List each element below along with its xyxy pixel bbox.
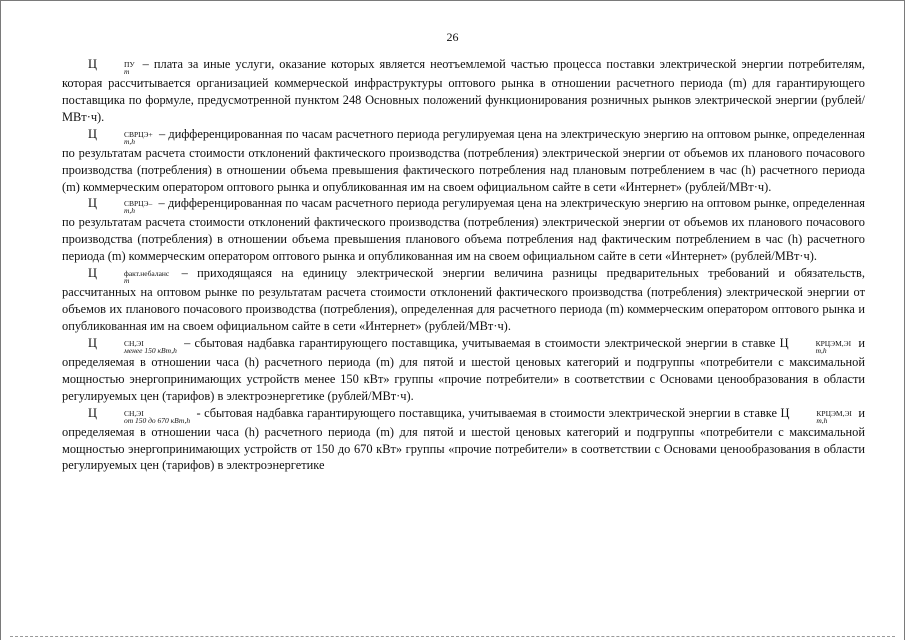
paragraph-text: – плата за иные услуги, оказание которых является неотъемлемой частью процесса поставки электрической энергии потребителям, которая рассчитывается организацией коммерческой инфраструктуры оптового рынка в отношении расчетного периода (m) для гарантирующего поставщика по формуле, предусмотренной пунктом 248 Основных положений функционирования розничных рынков электрической энергии (рублей/МВт·ч). <box>62 57 865 124</box>
symbol-letter: Ц <box>88 266 97 281</box>
symbol-indices <box>98 340 177 354</box>
symbol-indices <box>790 340 852 354</box>
symbol-letter: Ц <box>779 335 789 350</box>
symbol-subscript: m,h <box>123 206 135 216</box>
symbol-subscript: от 150 до 670 кВт,h <box>123 415 191 425</box>
formula-symbol <box>88 126 156 146</box>
symbol-letter: Ц <box>780 405 790 420</box>
symbol-subscript: m,h <box>816 415 828 425</box>
symbol-indices <box>98 61 135 75</box>
page-cut-line <box>10 636 895 637</box>
symbol-superscript: СВРЦЭ– <box>123 199 153 209</box>
symbol-letter: Ц <box>88 405 97 420</box>
symbol-letter: Ц <box>88 126 97 141</box>
symbol-superscript: СВРЦЭ+ <box>123 129 153 139</box>
formula-symbol <box>780 405 855 425</box>
paragraph-text: – дифференцированная по часам расчетного периода регулируемая цена на электрическую энергию на оптовом рынке, определенная по результатам расчета стоимости отклонений фактического производства (потребления) электрической энергии от объемов их планового почасового производства (потребления) в отношении объема превышения фактического потребления над плановым потреблением в час (h) расчетного периода (m) коммерческим оператором оптового рынка и опубликованная им на своем официальном сайте в сети «Интернет» (рублей/МВт·ч). <box>62 126 865 194</box>
symbol-indices <box>98 270 169 284</box>
symbol-superscript: КРЦЭМ,ЭІ <box>816 408 852 418</box>
paragraph-svrce-plus <box>62 126 865 196</box>
symbol-subscript: m <box>123 67 130 76</box>
symbol-indices <box>98 200 152 214</box>
symbol-superscript: факт.небаланс <box>123 269 170 279</box>
symbol-letter: Ц <box>88 57 97 71</box>
paragraph-text: – приходящаяся на единицу электрической энергии величина разницы предварительных требований и обязательств, рассчитанных на оптовом рынке по результатам расчета стоимости отклонений фактического производства (потребления) электрической энергии от объемов их планового почасового производства (потребления), определенная для расчетного периода (m) коммерческим оператором оптового рынка и опубликованная им на своем официальном сайте в сети «Интернет» (рублей/МВт·ч). <box>62 266 865 333</box>
symbol-indices <box>98 410 190 424</box>
symbol-superscript: ПУ <box>123 60 135 69</box>
paragraph-sn-less-150 <box>62 335 865 405</box>
formula-symbol <box>88 405 193 425</box>
symbol-letter: Ц <box>88 196 97 211</box>
paragraph-pu <box>62 56 865 126</box>
symbol-letter: Ц <box>88 335 97 350</box>
formula-symbol <box>88 266 172 286</box>
paragraph-text: – сбытовая надбавка гарантирующего поставщика, учитываемая в стоимости электрической энергии в ставке <box>179 335 780 350</box>
symbol-subscript: менее 150 кВт,h <box>123 345 177 355</box>
page-number: 26 <box>446 30 459 44</box>
paragraph-fact-nebalans <box>62 265 865 335</box>
symbol-superscript: КРЦЭМ,ЭІ <box>815 338 852 348</box>
paragraph-text: - сбытовая надбавка гарантирующего поставщика, учитываемая в стоимости электрической энергии в ставке <box>193 405 781 420</box>
symbol-subscript: m <box>123 276 130 286</box>
paragraph-svrce-minus <box>62 195 865 265</box>
symbol-superscript: СН,ЭІ <box>123 338 144 348</box>
symbol-indices <box>790 410 852 424</box>
paragraph-text: и определяемая в отношении часа (h) расчетного периода (m) для пятой и шестой ценовых категорий и подгруппы «потребители с максимальной мощностью энергопринимающих устройств менее 150 кВт» группы «прочие потребители» в соответствии с Основами ценообразования в области регулируемых цен (тарифов) в электроэнергетике (рублей/МВт·ч). <box>62 335 865 403</box>
formula-symbol <box>88 335 180 355</box>
symbol-subscript: m,h <box>815 345 827 355</box>
formula-symbol <box>779 335 855 355</box>
formula-symbol <box>88 57 138 76</box>
document-body <box>62 56 865 474</box>
paragraph-sn-150-670 <box>62 405 865 475</box>
symbol-subscript: m,h <box>123 136 135 146</box>
symbol-superscript: СН,ЭІ <box>123 408 144 418</box>
paragraph-text: и определяемая в отношении часа (h) расчетного периода (m) для пятой и шестой ценовых категорий и подгруппы «потребители с максимальной мощностью энергопринимающих устройств от 150 до 670 кВт» группы «прочие потребители» в соответствии с Основами ценообразования в области регулируемых цен (тарифов) в электроэнергетике <box>62 405 865 473</box>
paragraph-text: – дифференцированная по часам расчетного периода регулируемая цена на электрическую энергию на оптовом рынке, определенная по результатам расчета стоимости отклонений фактического производства (потребления) электрической энергии от объемов их планового почасового производства (потребления) в отношении объема превышения планового объема потребления над фактическим потреблением в час (h) расчетного периода (m) коммерческим оператором оптового рынка и опубликованная им на своем официальном сайте в сети «Интернет» (рублей/МВт·ч). <box>62 196 865 264</box>
formula-symbol <box>88 196 155 216</box>
symbol-indices <box>98 131 153 145</box>
